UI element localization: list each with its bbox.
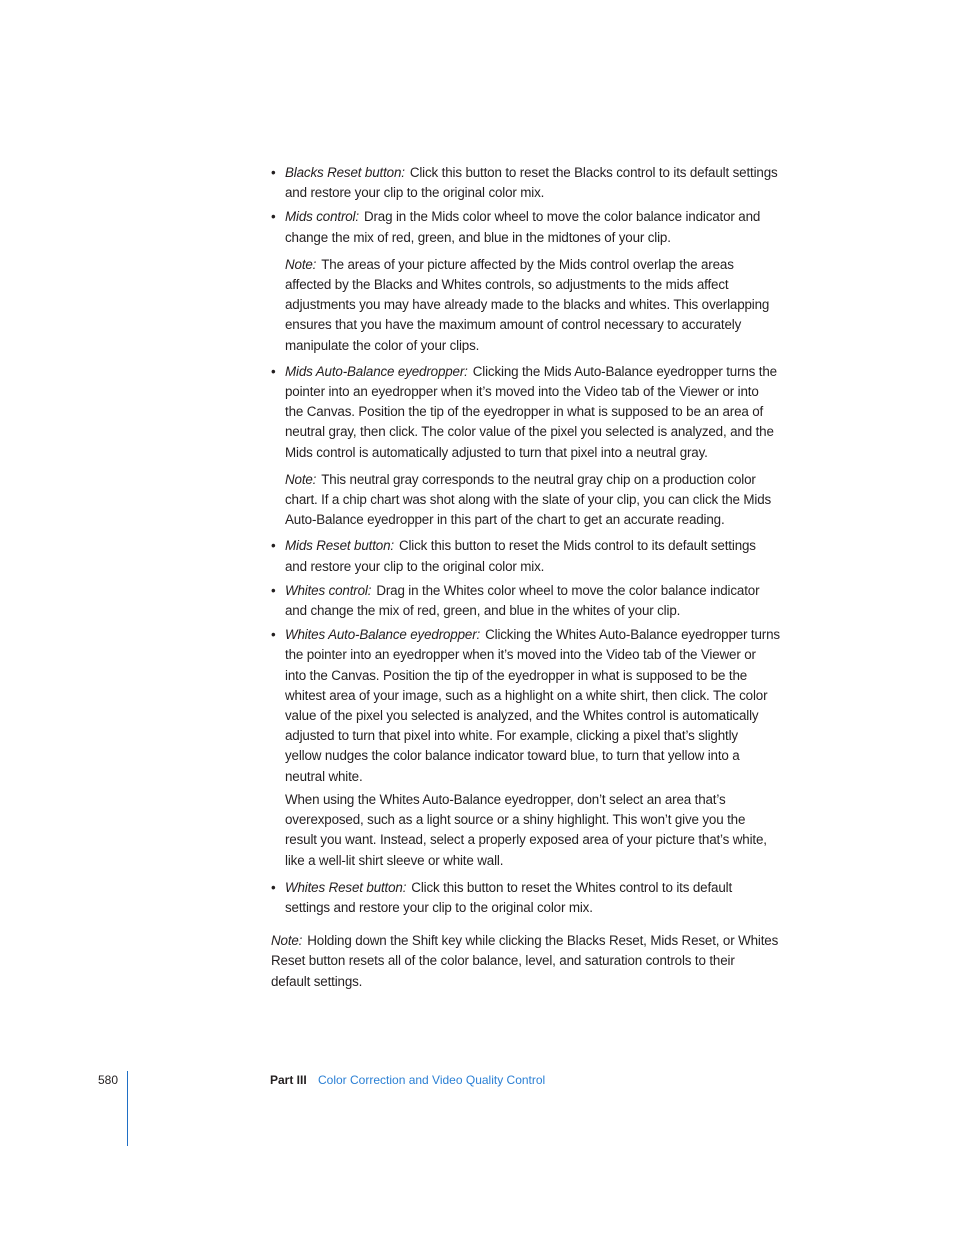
text-line: [285, 790, 831, 810]
text-line: [285, 510, 831, 530]
text-line: [285, 183, 831, 203]
text-line: [285, 163, 831, 183]
bullet-item: [271, 207, 831, 247]
bullet-marker: •: [271, 538, 276, 554]
text-line: [285, 295, 831, 315]
line-text: like a well-lit shirt sleeve or white wall.: [285, 852, 504, 868]
footer-part-label: Part III: [270, 1073, 307, 1087]
text-line: [285, 810, 831, 830]
note: [271, 470, 831, 531]
text-line: [285, 645, 831, 665]
text-line: [285, 402, 831, 422]
bullet-marker: •: [271, 209, 276, 225]
text-line: [285, 581, 831, 601]
bullet-marker: •: [271, 363, 276, 379]
bullet-item: [271, 878, 831, 918]
line-text: and change the mix of red, green, and blue in the whites of your clip.: [285, 603, 681, 619]
bullet-marker: •: [271, 165, 276, 180]
line-text: default settings.: [271, 973, 363, 989]
text-line: [285, 422, 831, 442]
line-text: result you want. Instead, select a properly exposed area of your picture that’s white,: [285, 832, 767, 848]
bullet-item: [271, 625, 831, 787]
bullet-item: [271, 362, 831, 463]
text-line: [285, 275, 831, 295]
paragraph: [271, 790, 831, 871]
line-text: Drag in the Mids color wheel to move the color balance indicator and: [363, 209, 761, 225]
line-text: yellow nudges the color balance indicator toward blue, to turn that yellow into a: [285, 748, 740, 764]
item-term: Blacks Reset button:: [285, 165, 405, 180]
text-line: [285, 851, 831, 871]
line-text: Click this button to reset the Blacks control to its default settings: [409, 165, 778, 180]
line-text: adjusted to turn that pixel into white. For example, clicking a pixel that’s slightly: [285, 728, 738, 744]
line-text: When using the Whites Auto-Balance eyedropper, don’t select an area that’s: [285, 791, 726, 807]
line-text: Reset button resets all of the color balance, level, and saturation controls to their: [271, 953, 735, 969]
line-text: and restore your clip to the original color mix.: [285, 185, 545, 201]
text-line: [285, 898, 831, 918]
note-label: Note:: [285, 256, 317, 272]
line-text: neutral gray, then click. The color value of the pixel you selected is analyzed, and the: [285, 424, 774, 440]
line-text: neutral white.: [285, 768, 363, 784]
line-text: Auto-Balance eyedropper in this part of the chart to get an accurate reading.: [285, 512, 725, 528]
note: [271, 255, 831, 356]
text-line: [285, 382, 831, 402]
line-text: Holding down the Shift key while clicking the Blacks Reset, Mids Reset, or Whites: [307, 933, 779, 949]
line-text: manipulate the color of your clips.: [285, 337, 480, 353]
line-text: the pointer into an eyedropper when it’s moved into the Video tab of the Viewer or: [285, 647, 756, 663]
text-line: [285, 726, 831, 746]
line-text: Clicking the Whites Auto-Balance eyedropper turns: [485, 627, 780, 643]
text-line: [285, 536, 831, 556]
line-text: and restore your clip to the original color mix.: [285, 558, 545, 574]
item-term: Whites control:: [285, 582, 372, 598]
line-text: settings and restore your clip to the original color mix.: [285, 899, 593, 915]
line-text: adjustments you may have already made to the blacks and whites. This overlapping: [285, 297, 770, 313]
text-line: [285, 557, 831, 577]
item-term: Mids control:: [285, 209, 359, 225]
note-label: Note:: [271, 933, 303, 949]
text-line: [285, 490, 831, 510]
text-line: [285, 470, 831, 490]
footer-chapter-link[interactable]: Color Correction and Video Quality Control: [318, 1073, 546, 1087]
text-line: [285, 686, 831, 706]
text-line: [285, 601, 831, 621]
text-line: [285, 767, 831, 787]
text-line: [285, 625, 831, 645]
bullet-marker: •: [271, 582, 276, 598]
line-text: The areas of your picture affected by the Mids control overlap the areas: [321, 256, 734, 272]
text-line: [285, 666, 831, 686]
item-term: Mids Auto-Balance eyedropper:: [285, 363, 468, 379]
line-text: ensures that you have the maximum amount of control necessary to accurately: [285, 317, 742, 333]
bullet-item: [271, 163, 831, 203]
line-text: change the mix of red, green, and blue in the midtones of your clip.: [285, 229, 671, 245]
line-text: Clicking the Mids Auto-Balance eyedropper turns the: [472, 363, 777, 379]
line-text: whitest area of your image, such as a highlight on a white shirt, then click. The color: [285, 687, 768, 703]
line-text: Click this button to reset the Whites control to its default: [411, 879, 733, 895]
line-text: Click this button to reset the Mids control to its default settings: [398, 538, 756, 554]
text-line: [285, 746, 831, 766]
line-text: overexposed, such as a light source or a shiny highlight. This won’t give you the: [285, 812, 746, 828]
text-line: [285, 336, 831, 356]
line-text: pointer into an eyedropper when it’s moved into the Video tab of the Viewer or into: [285, 384, 759, 400]
text-line: [285, 706, 831, 726]
line-text: value of the pixel you selected is analyzed, and the Whites control is automatically: [285, 708, 759, 724]
text-line: [285, 315, 831, 335]
note: [271, 931, 831, 992]
bullet-item: [271, 536, 831, 576]
item-term: Whites Auto-Balance eyedropper:: [285, 627, 481, 643]
line-text: into the Canvas. Position the tip of the eyedropper in what is supposed to be the: [285, 667, 748, 683]
text-line: [285, 830, 831, 850]
bullet-marker: •: [271, 879, 276, 895]
item-term: Mids Reset button:: [285, 538, 394, 554]
line-text: the Canvas. Position the tip of the eyedropper in what is supposed to be an area of: [285, 404, 764, 420]
bullet-marker: •: [271, 627, 276, 643]
text-line: [285, 228, 831, 248]
line-text: affected by the Blacks and Whites controls, so adjustments to the mids affect: [285, 277, 729, 293]
item-term: Whites Reset button:: [285, 879, 407, 895]
text-line: [271, 951, 831, 971]
footer-divider: [127, 1071, 128, 1146]
text-line: [271, 931, 831, 951]
page-body: [271, 163, 831, 992]
text-line: [285, 878, 831, 898]
note-label: Note:: [285, 471, 317, 487]
text-line: [285, 207, 831, 227]
bullet-item: [271, 581, 831, 621]
page-number: 580: [98, 1073, 119, 1087]
line-text: Drag in the Whites color wheel to move the color balance indicator: [376, 582, 760, 598]
text-line: [271, 972, 831, 992]
line-text: Mids control is automatically adjusted to turn that pixel into a neutral gray.: [285, 444, 708, 460]
line-text: chart. If a chip chart was shot along with the slate of your clip, you can click the Mids: [285, 492, 772, 508]
text-line: [285, 255, 831, 275]
line-text: This neutral gray corresponds to the neutral gray chip on a production color: [321, 471, 756, 487]
text-line: [285, 443, 831, 463]
text-line: [285, 362, 831, 382]
